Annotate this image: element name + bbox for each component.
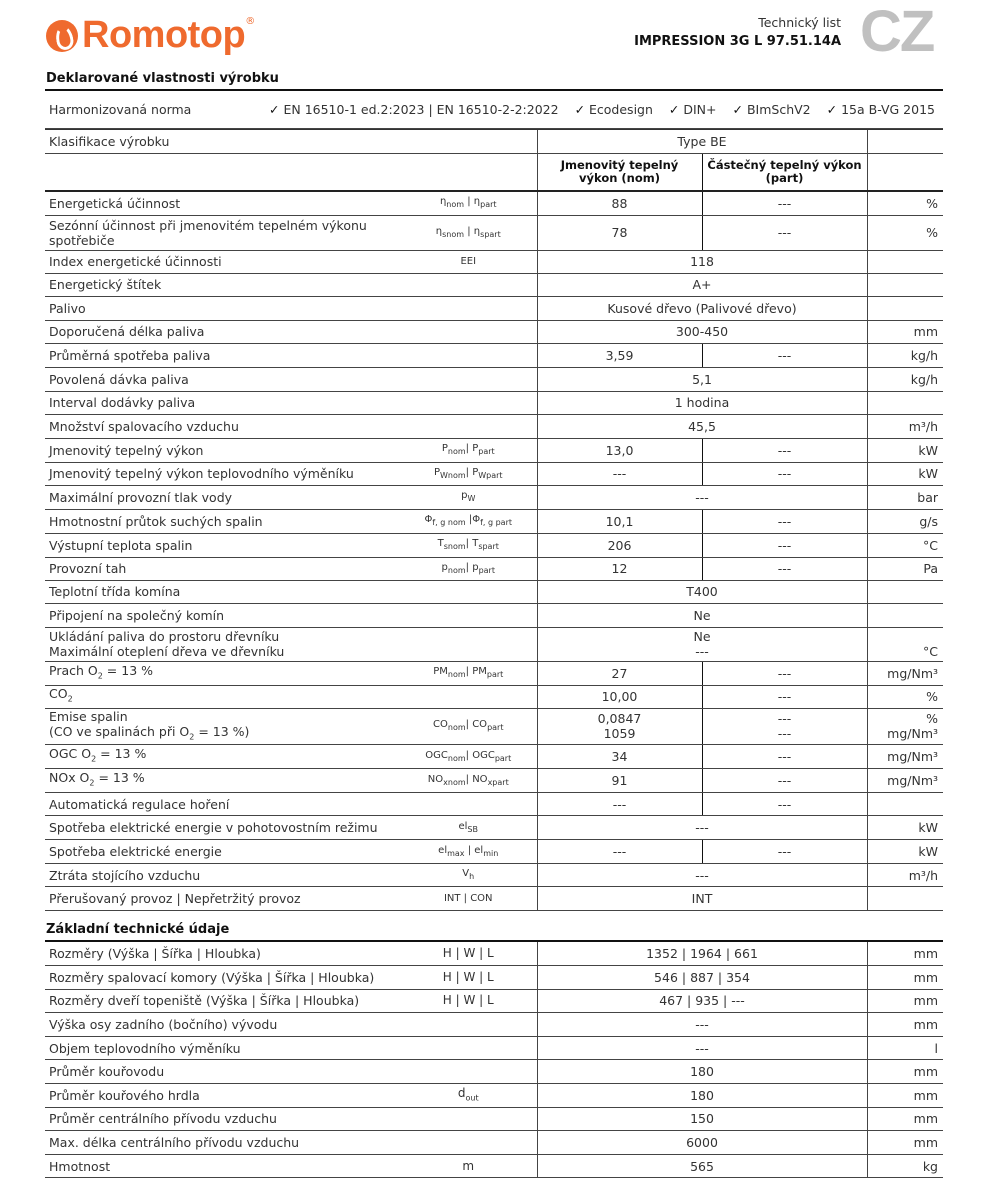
row-value-part: --- [702, 685, 867, 708]
row-value-nom: --- [537, 793, 702, 816]
row-symbol: $T_{snom}|$ $T_{spart}$ [400, 533, 537, 557]
row-value-nom: 12 [537, 557, 702, 580]
norm-row [45, 91, 943, 128]
row-label: Index energetické účinnosti [45, 250, 400, 273]
table-row [45, 343, 943, 367]
table-row [45, 485, 943, 509]
row-label: Automatická regulace hoření [45, 793, 400, 816]
row-value: 45,5 [537, 414, 867, 438]
row-label: Ztráta stojícího vzduchu [45, 864, 400, 887]
row-label: Průměr kouřového hrdla [45, 1084, 400, 1108]
row-unit [867, 296, 943, 320]
row-symbol [400, 580, 537, 603]
row-symbol: $\eta_{nom}$ | $\eta_{part}$ [400, 191, 537, 215]
row-symbol: $\eta_{snom}$ | $\eta_{spart}$ [400, 215, 537, 250]
table-row [45, 942, 943, 966]
row-symbol: $V_h$ [400, 864, 537, 887]
row-symbol [400, 367, 537, 391]
table-row [45, 1154, 943, 1178]
row-label: Objem teplovodního výměníku [45, 1036, 400, 1060]
row-value: 467 | 935 | --- [537, 989, 867, 1013]
row-value: INT [537, 887, 867, 911]
row-value: --- [537, 485, 867, 509]
registered-mark: ® [245, 16, 256, 27]
row-value: --- [537, 864, 867, 887]
row-label: Sezónní účinnost při jmenovitém tepelném výkonu spotřebiče [45, 215, 400, 250]
table-row [45, 769, 943, 793]
classification-value: Type BE [537, 130, 867, 153]
flame-icon [46, 20, 78, 52]
row-symbol: m [400, 1154, 537, 1178]
row-label: Hmotnost [45, 1154, 400, 1178]
row-label: Prach $O_2 = 13$ % [45, 661, 400, 685]
table-row [45, 462, 943, 485]
row-unit: mm [867, 966, 943, 990]
norm-item: ✓ EN 16510-1 ed.2:2023 | EN 16510-2-2:2022 [269, 102, 559, 117]
norm-item: ✓ Ecodesign [575, 102, 653, 117]
row-unit: % [867, 191, 943, 215]
row-label: Klasifikace výrobku [45, 130, 400, 153]
table-row [45, 191, 943, 215]
table-row [45, 557, 943, 580]
row-label: Rozměry (Výška | Šířka | Hloubka) [45, 942, 400, 966]
table-row [45, 816, 943, 840]
row-label: Výška osy zadního (bočního) vývodu [45, 1013, 400, 1037]
row-value: 565 [537, 1154, 867, 1178]
row-label: Doporučená délka paliva [45, 320, 400, 343]
table-row [45, 1107, 943, 1131]
row-value-nom: 78 [537, 215, 702, 250]
row-value-part: --- [702, 745, 867, 769]
section-title-basic: Základní technické údaje [46, 922, 230, 937]
row-label: Rozměry spalovací komory (Výška | Šířka | Hloubka) [45, 966, 400, 990]
row-symbol: $NO_{xnom}|$ $NO_{xpart}$ [400, 769, 537, 793]
row-symbol: $\Phi_{f, g nom}$ $|\Phi_{f, g part}$ [400, 509, 537, 533]
row-value-part: --- [702, 533, 867, 557]
row-value: 118 [537, 250, 867, 273]
row-label: Průměr kouřovodu [45, 1060, 400, 1084]
row-value: 1352 | 1964 | 661 [537, 942, 867, 966]
row-value-part: --- [702, 191, 867, 215]
row-label: Průměrná spotřeba paliva [45, 343, 400, 367]
row-unit [867, 580, 943, 603]
row-value: 150 [537, 1107, 867, 1131]
row-value-nom: 0,0847 1059 [537, 708, 702, 745]
row-symbol: $el_{max}$ | $el_{min}$ [400, 840, 537, 864]
row-unit: mm [867, 1013, 943, 1037]
norm-item: ✓ BImSchV2 [733, 102, 811, 117]
row-symbol [400, 320, 537, 343]
table-row [45, 966, 943, 990]
row-unit: l [867, 1036, 943, 1060]
table-row [45, 1036, 943, 1060]
row-value: 180 [537, 1060, 867, 1084]
row-value-nom: 27 [537, 661, 702, 685]
row-symbol [400, 1131, 537, 1155]
row-value: Ne [537, 603, 867, 627]
row-value-nom: 34 [537, 745, 702, 769]
row-unit: mg/Nm³ [867, 745, 943, 769]
table-row [45, 864, 943, 887]
row-symbol [400, 685, 537, 708]
row-label: Průměr centrálního přívodu vzduchu [45, 1107, 400, 1131]
row-unit [867, 887, 943, 911]
table-row [45, 745, 943, 769]
row-label: Maximální provozní tlak vody [45, 485, 400, 509]
row-symbol: H | W | L [400, 966, 537, 990]
table-row [45, 320, 943, 343]
norm-item: ✓ 15a B-VG 2015 [827, 102, 935, 117]
table-row [45, 708, 943, 745]
table-row [45, 685, 943, 708]
row-label: Provozní tah [45, 557, 400, 580]
row-value-part: --- [702, 343, 867, 367]
norm-label: Harmonizovaná norma [49, 102, 192, 117]
column-header-part: Částečný tepelný výkon (part) [702, 153, 867, 191]
row-value: --- [537, 1036, 867, 1060]
row-label: Energetický štítek [45, 273, 400, 296]
row-value-part: --- --- [702, 708, 867, 745]
row-value-nom: 10,00 [537, 685, 702, 708]
row-unit: kW [867, 462, 943, 485]
row-unit: mm [867, 1131, 943, 1155]
row-unit: mm [867, 1060, 943, 1084]
row-value: 1 hodina [537, 391, 867, 414]
row-value-part: --- [702, 557, 867, 580]
row-value: 300-450 [537, 320, 867, 343]
row-symbol: $P_{nom}|$ $P_{part}$ [400, 438, 537, 462]
row-unit: kg/h [867, 343, 943, 367]
row-value-part: --- [702, 769, 867, 793]
row-unit [867, 793, 943, 816]
table-row [45, 296, 943, 320]
row-unit: bar [867, 485, 943, 509]
row-unit [867, 250, 943, 273]
row-value-nom: --- [537, 840, 702, 864]
row-symbol [400, 603, 537, 627]
row-label: Spotřeba elektrické energie v pohotovostním režimu [45, 816, 400, 840]
brand-logo [46, 14, 255, 57]
table-row [45, 533, 943, 557]
row-unit: % [867, 215, 943, 250]
row-label: Palivo [45, 296, 400, 320]
row-unit: mm [867, 942, 943, 966]
table-row [45, 793, 943, 816]
table-row [45, 273, 943, 296]
table-row [45, 1084, 943, 1108]
row-unit: kW [867, 840, 943, 864]
table-row [45, 1013, 943, 1037]
row-symbol: $PM_{nom}|$ $PM_{part}$ [400, 661, 537, 685]
row-unit [867, 273, 943, 296]
row-unit: m³/h [867, 864, 943, 887]
row-value-part: --- [702, 509, 867, 533]
row-value-part: --- [702, 462, 867, 485]
row-symbol [400, 343, 537, 367]
row-label: Interval dodávky paliva [45, 391, 400, 414]
row-symbol [400, 296, 537, 320]
table-row [45, 580, 943, 603]
row-value-nom: 206 [537, 533, 702, 557]
row-value: 546 | 887 | 354 [537, 966, 867, 990]
row-unit: % [867, 685, 943, 708]
table-row [45, 1060, 943, 1084]
row-unit: mm [867, 1084, 943, 1108]
row-value: 6000 [537, 1131, 867, 1155]
row-symbol [400, 1107, 537, 1131]
row-label: Emise spalin (CO ve spalinách při $O_2 = 13$ %) [45, 708, 400, 745]
row-unit: mg/Nm³ [867, 769, 943, 793]
row-unit [867, 391, 943, 414]
row-symbol: INT | CON [400, 887, 537, 911]
table-row [45, 887, 943, 911]
row-value-part: --- [702, 215, 867, 250]
table-row [45, 840, 943, 864]
row-unit: kg/h [867, 367, 943, 391]
row-unit: mg/Nm³ [867, 661, 943, 685]
column-header-row [45, 153, 943, 191]
row-symbol [400, 391, 537, 414]
row-value-nom: 88 [537, 191, 702, 215]
page-header [0, 0, 987, 70]
declared-properties-table [45, 130, 943, 911]
row-symbol [400, 793, 537, 816]
row-label: Připojení na společný komín [45, 603, 400, 627]
row-label: Spotřeba elektrické energie [45, 840, 400, 864]
row-label: Jmenovitý tepelný výkon teplovodního výměníku [45, 462, 400, 485]
language-code: CZ [860, 0, 934, 64]
product-model: IMPRESSION 3G L 97.51.14A [634, 34, 841, 49]
row-unit: mm [867, 320, 943, 343]
row-symbol: H | W | L [400, 989, 537, 1013]
row-label: Teplotní třída komína [45, 580, 400, 603]
row-value-nom: --- [537, 462, 702, 485]
row-symbol [400, 1060, 537, 1084]
row-unit: Pa [867, 557, 943, 580]
row-symbol: $OGC_{nom}|$ $OGC_{part}$ [400, 745, 537, 769]
row-value-nom: 91 [537, 769, 702, 793]
row-unit: °C [867, 627, 943, 661]
row-value: T400 [537, 580, 867, 603]
column-header-nom: Jmenovitý tepelný výkon (nom) [537, 153, 702, 191]
table-row [45, 661, 943, 685]
row-value-nom: 3,59 [537, 343, 702, 367]
row-label: Ukládání paliva do prostoru dřevníku Maximální oteplení dřeva ve dřevníku [45, 627, 400, 661]
row-label: Rozměry dveří topeniště (Výška | Šířka | Hloubka) [45, 989, 400, 1013]
row-value: Ne --- [537, 627, 867, 661]
row-unit: m³/h [867, 414, 943, 438]
row-label: NOx $O_2 = 13$ % [45, 769, 400, 793]
row-label: $CO_2$ [45, 685, 400, 708]
row-symbol [400, 1036, 537, 1060]
row-label: Povolená dávka paliva [45, 367, 400, 391]
section-title-declared: Deklarované vlastnosti výrobku [46, 71, 279, 86]
document-type: Technický list [758, 15, 841, 30]
row-value-part: --- [702, 661, 867, 685]
row-unit: °C [867, 533, 943, 557]
table-row [45, 603, 943, 627]
row-unit: g/s [867, 509, 943, 533]
row-symbol: $P_{Wnom}|$ $P_{Wpart}$ [400, 462, 537, 485]
row-symbol: $el_{SB}$ [400, 816, 537, 840]
row-value: A+ [537, 273, 867, 296]
table-row [45, 509, 943, 533]
row-symbol: $p_W$ [400, 485, 537, 509]
row-value-part: --- [702, 438, 867, 462]
row-value: --- [537, 1013, 867, 1037]
row-symbol: $p_{nom}|$ $p_{part}$ [400, 557, 537, 580]
norm-item: ✓ DIN+ [669, 102, 717, 117]
table-row [45, 627, 943, 661]
row-label: Množství spalovacího vzduchu [45, 414, 400, 438]
row-symbol [400, 273, 537, 296]
row-label: Výstupní teplota spalin [45, 533, 400, 557]
table-row [45, 989, 943, 1013]
row-value-nom: 13,0 [537, 438, 702, 462]
row-value: --- [537, 816, 867, 840]
row-label: Hmotnostní průtok suchých spalin [45, 509, 400, 533]
row-unit: mm [867, 989, 943, 1013]
table-row [45, 215, 943, 250]
row-symbol: H | W | L [400, 942, 537, 966]
row-symbol: EEI [400, 250, 537, 273]
row-value-nom: 10,1 [537, 509, 702, 533]
row-label: OGC $O_2 = 13$ % [45, 745, 400, 769]
row-value-part: --- [702, 793, 867, 816]
table-row [45, 438, 943, 462]
classification-row [45, 130, 943, 153]
row-symbol: $d_{out}$ [400, 1084, 537, 1108]
row-unit: % mg/Nm³ [867, 708, 943, 745]
table-row [45, 1131, 943, 1155]
row-label: Energetická účinnost [45, 191, 400, 215]
row-value-part: --- [702, 840, 867, 864]
row-unit: mm [867, 1107, 943, 1131]
row-value: 180 [537, 1084, 867, 1108]
brand-name: Romotop [82, 14, 246, 56]
table-row [45, 250, 943, 273]
row-symbol [400, 1013, 537, 1037]
row-value: Kusové dřevo (Palivové dřevo) [537, 296, 867, 320]
row-label: Přerušovaný provoz | Nepřetržitý provoz [45, 887, 400, 911]
row-label: Max. délka centrálního přívodu vzduchu [45, 1131, 400, 1155]
table-row [45, 391, 943, 414]
row-unit: kg [867, 1154, 943, 1178]
basic-data-table [45, 942, 943, 1178]
row-unit: kW [867, 816, 943, 840]
table-row [45, 367, 943, 391]
norm-table [45, 91, 943, 129]
row-label: Jmenovitý tepelný výkon [45, 438, 400, 462]
row-symbol [400, 627, 537, 661]
row-unit: kW [867, 438, 943, 462]
table-row [45, 414, 943, 438]
row-symbol [400, 414, 537, 438]
row-value: 5,1 [537, 367, 867, 391]
row-symbol: $CO_{nom}|$ $CO_{part}$ [400, 708, 537, 745]
row-unit [867, 603, 943, 627]
